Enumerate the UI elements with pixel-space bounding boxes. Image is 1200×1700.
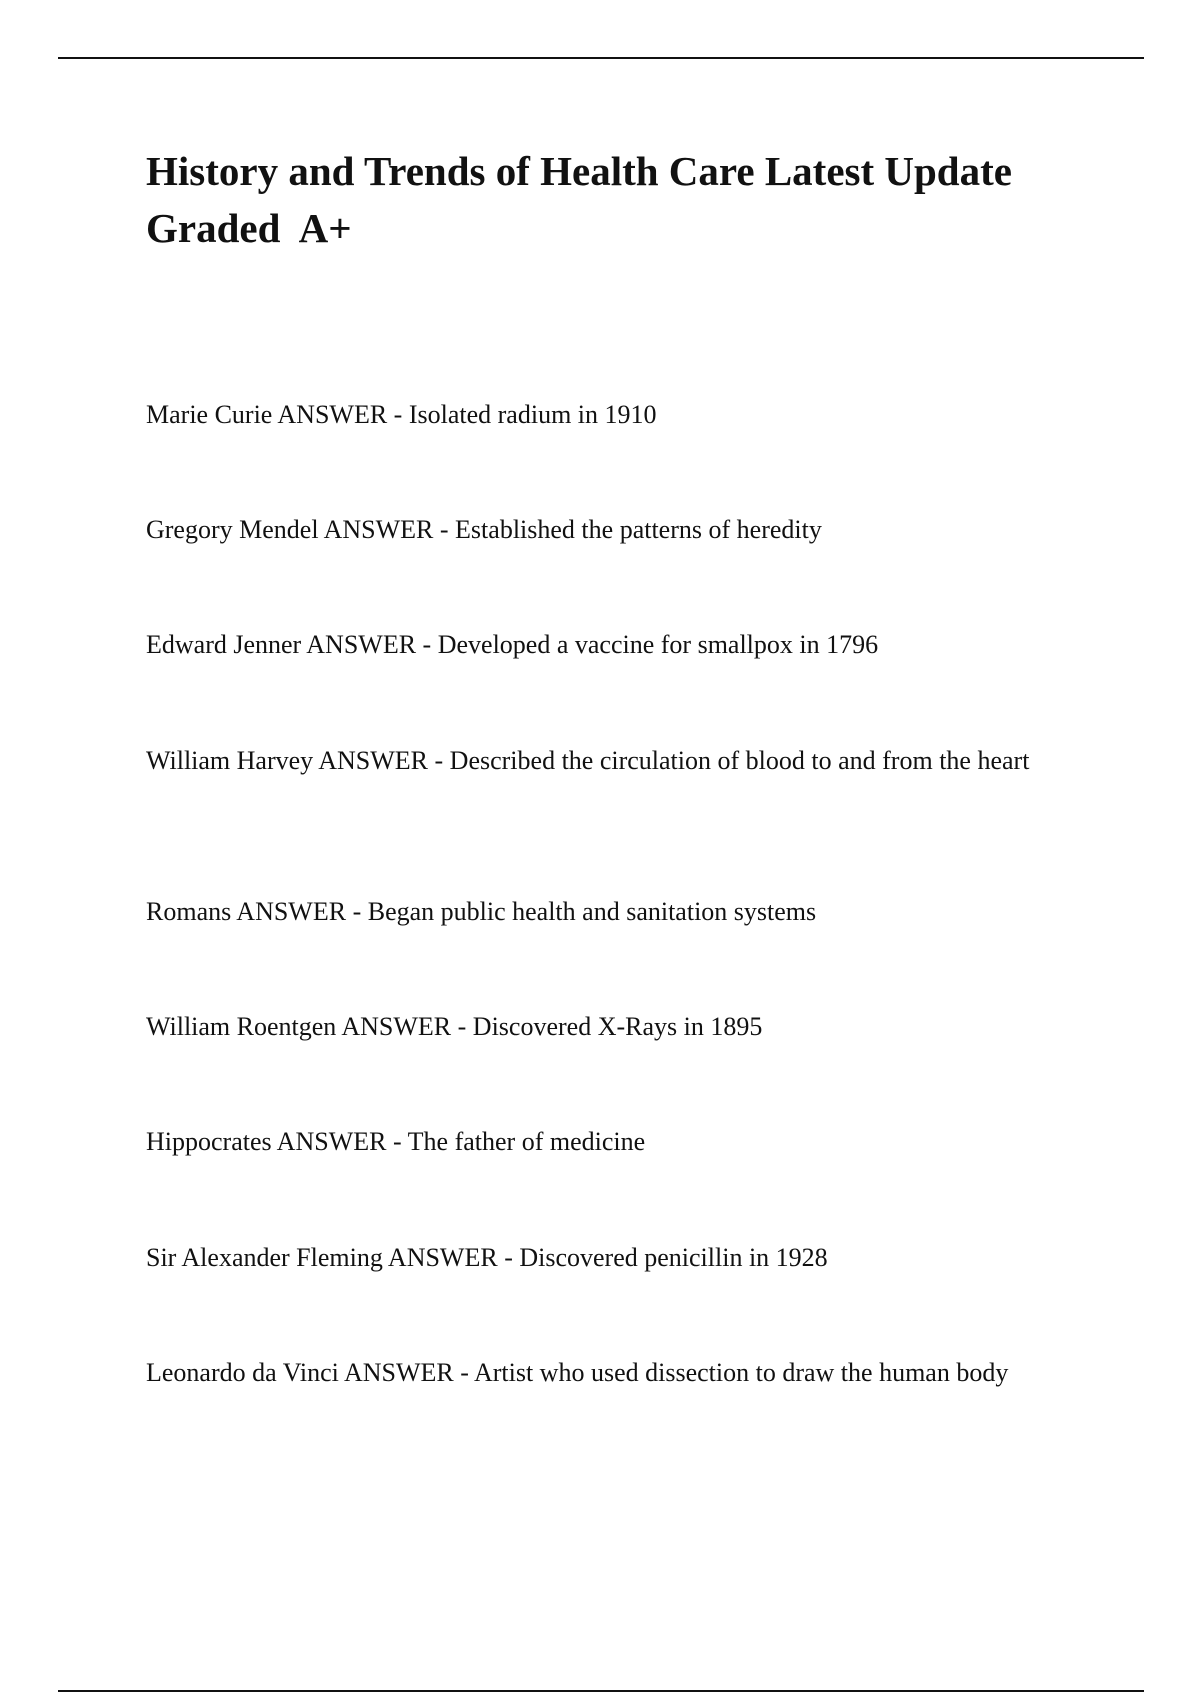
entry-edward-jenner: Edward Jenner ANSWER - Developed a vaccine for smallpox in 1796: [146, 630, 879, 659]
entry-hippocrates: Hippocrates ANSWER - The father of medicine: [146, 1127, 646, 1156]
top-divider: [58, 57, 1144, 59]
bottom-divider: [58, 1690, 1144, 1692]
entry-leonardo-da-vinci: Leonardo da Vinci ANSWER - Artist who used dissection to draw the human body: [146, 1358, 1009, 1387]
page-title: History and Trends of Health Care Latest Update Graded A+: [146, 148, 1023, 251]
entry-william-harvey: William Harvey ANSWER - Described the circulation of blood to and from the heart: [146, 746, 1030, 775]
entry-alexander-fleming: Sir Alexander Fleming ANSWER - Discovered penicillin in 1928: [146, 1243, 828, 1272]
entry-william-roentgen: William Roentgen ANSWER - Discovered X-Rays in 1895: [146, 1012, 763, 1041]
entry-gregory-mendel: Gregory Mendel ANSWER - Established the patterns of heredity: [146, 515, 822, 544]
entry-romans: Romans ANSWER - Began public health and sanitation systems: [146, 897, 817, 926]
entry-marie-curie: Marie Curie ANSWER - Isolated radium in 1910: [146, 400, 657, 429]
